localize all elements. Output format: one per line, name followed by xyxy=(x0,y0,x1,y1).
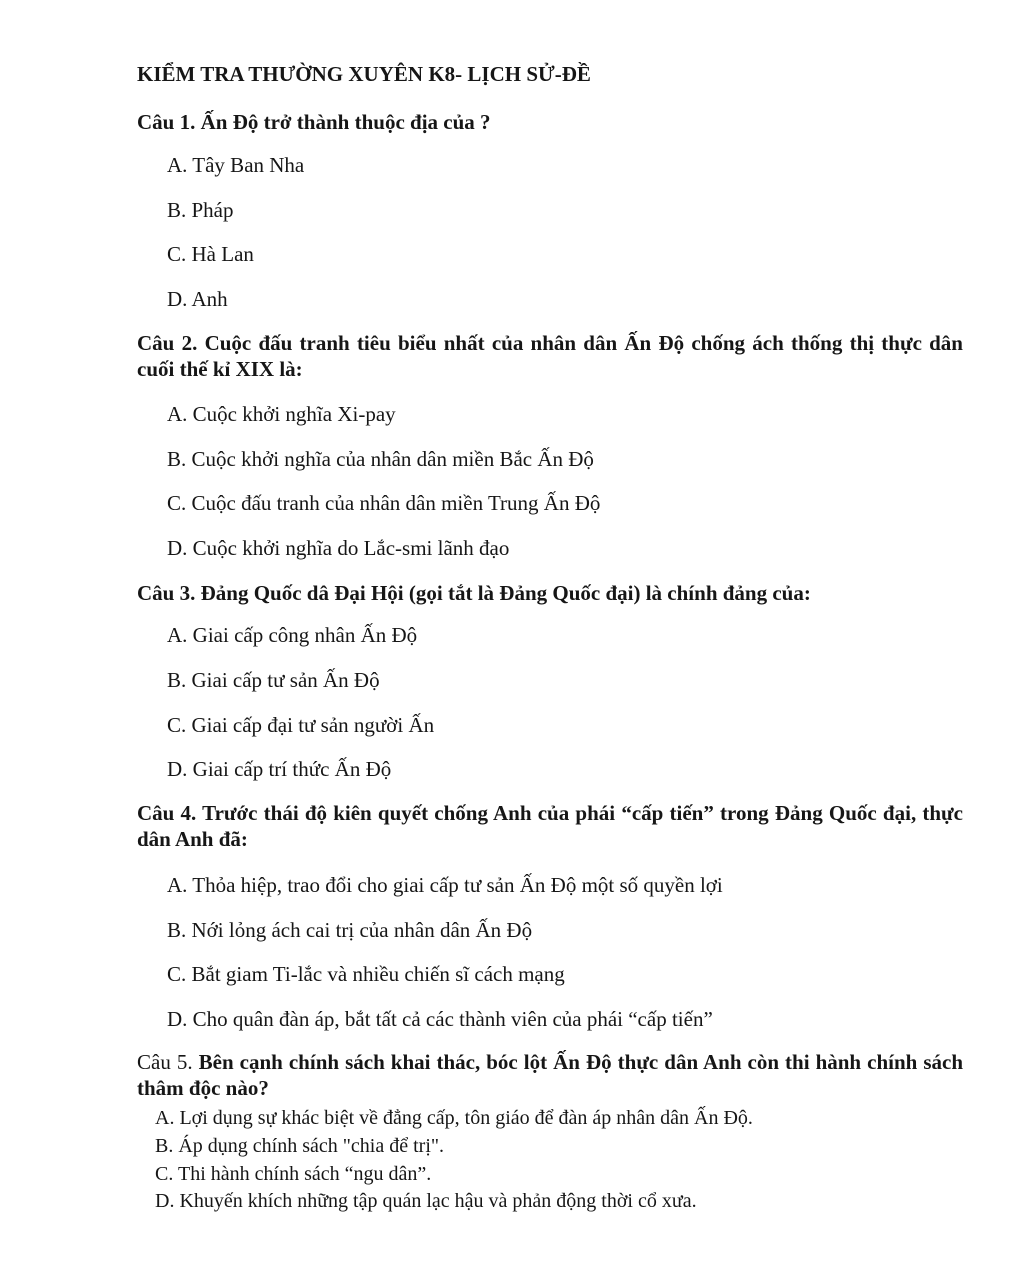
question-1 xyxy=(137,109,963,135)
option-1d: D. Anh xyxy=(167,287,228,311)
option-5d: D. Khuyến khích những tập quán lạc hậu và phản động thời cổ xưa. xyxy=(155,1190,697,1212)
option-2b: B. Cuộc khởi nghĩa của nhân dân miền Bắc Ấn Độ xyxy=(167,447,594,471)
option-5c: C. Thi hành chính sách “ngu dân”. xyxy=(155,1163,432,1185)
question-2 xyxy=(137,330,963,382)
option-5a: A. Lợi dụng sự khác biệt về đẳng cấp, tôn giáo để đàn áp nhân dân Ấn Độ. xyxy=(155,1107,753,1129)
question-text: Đảng Quốc dâ Đại Hội (gọi tắt là Đảng Quốc đại) là chính đảng của: xyxy=(200,581,811,605)
option-2a: A. Cuộc khởi nghĩa Xi-pay xyxy=(167,402,396,426)
option-4b: B. Nới lỏng ách cai trị của nhân dân Ấn Độ xyxy=(167,918,533,942)
option-3c: C. Giai cấp đại tư sản người Ấn xyxy=(167,713,435,737)
question-number: Câu 4. xyxy=(137,801,197,825)
option-3a: A. Giai cấp công nhân Ấn Độ xyxy=(167,623,418,647)
question-number: Câu 2. xyxy=(137,331,198,355)
option-1c: C. Hà Lan xyxy=(167,242,254,266)
option-4d: D. Cho quân đàn áp, bắt tất cả các thành viên của phái “cấp tiến” xyxy=(167,1007,713,1031)
question-3 xyxy=(137,580,963,606)
question-text: Cuộc đấu tranh tiêu biểu nhất của nhân dân Ấn Độ chống ách thống thị thực dân cuối thế kỉ XIX là: xyxy=(137,331,963,381)
question-5 xyxy=(137,1049,963,1101)
question-number: Câu 5. xyxy=(137,1050,193,1074)
option-3d: D. Giai cấp trí thức Ấn Độ xyxy=(167,757,392,781)
question-text: Ấn Độ trở thành thuộc địa của ? xyxy=(200,110,491,134)
option-3b: B. Giai cấp tư sản Ấn Độ xyxy=(167,668,380,692)
option-2c: C. Cuộc đấu tranh của nhân dân miền Trung Ấn Độ xyxy=(167,491,601,515)
question-text: Bên cạnh chính sách khai thác, bóc lột Ấn Độ thực dân Anh còn thi hành chính sách thâm độc nào? xyxy=(137,1050,964,1100)
question-number: Câu 3. xyxy=(137,581,196,605)
option-1b: B. Pháp xyxy=(167,198,234,222)
page-title: KIỂM TRA THƯỜNG XUYÊN K8- LỊCH SỬ-ĐỀ xyxy=(137,62,591,86)
option-4c: C. Bắt giam Ti-lắc và nhiều chiến sĩ cách mạng xyxy=(167,962,565,986)
question-number: Câu 1. xyxy=(137,110,196,134)
option-4a: A. Thỏa hiệp, trao đổi cho giai cấp tư sản Ấn Độ một số quyền lợi xyxy=(167,873,723,897)
question-text: Trước thái độ kiên quyết chống Anh của phái “cấp tiến” trong Đảng Quốc đại, thực dân Anh đã: xyxy=(137,801,963,851)
option-2d: D. Cuộc khởi nghĩa do Lắc-smi lãnh đạo xyxy=(167,536,510,560)
option-1a: A. Tây Ban Nha xyxy=(167,153,305,177)
question-4 xyxy=(137,800,963,852)
option-5b: B. Áp dụng chính sách "chia để trị". xyxy=(155,1135,445,1157)
